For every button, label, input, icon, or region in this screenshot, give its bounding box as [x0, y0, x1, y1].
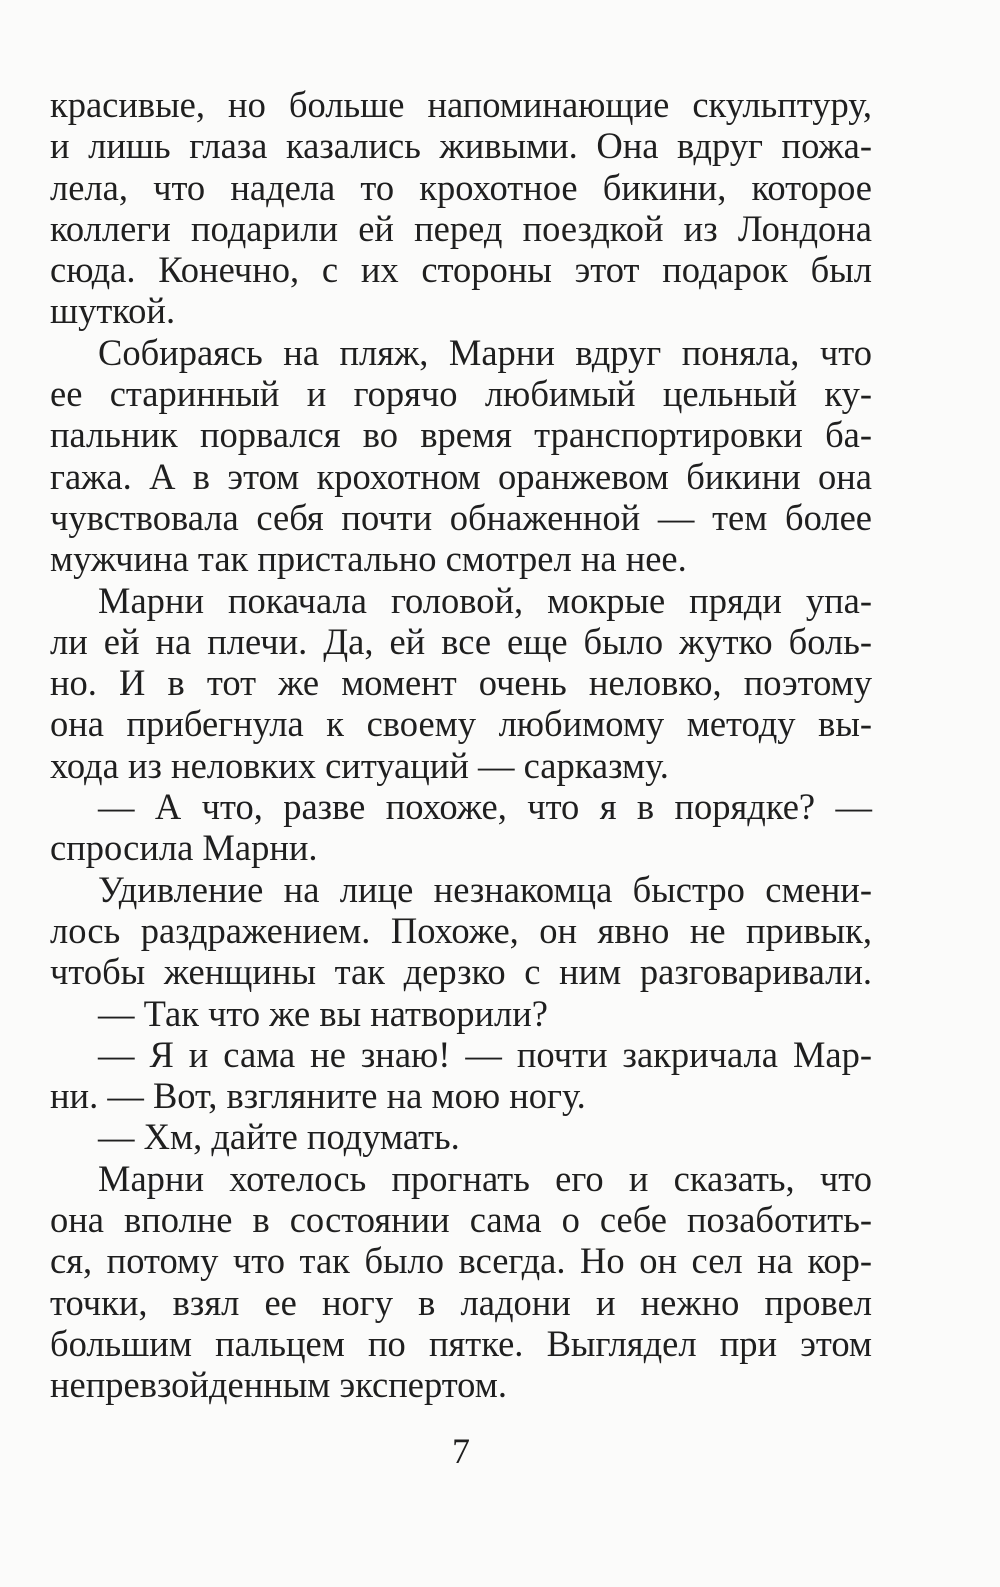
text-line: мужчина так пристально смотрел на нее. — [50, 538, 687, 580]
text-line: и лишь глаза казались живыми. Она вдруг пожа- — [50, 125, 872, 167]
text-line: ли ей на плечи. Да, ей все еще было жутко боль- — [50, 620, 872, 662]
paragraph — [50, 580, 872, 786]
paragraph — [50, 84, 872, 332]
text-line: — Я и сама не знаю! — почти закричала Мар- — [98, 1033, 872, 1075]
text-line: коллеги подарили ей перед поездкой из Лондона — [50, 207, 872, 249]
text-line: Марни покачала головой, мокрые пряди упа- — [98, 579, 872, 621]
text-line: сюда. Конечно, с их стороны этот подарок был — [50, 249, 872, 291]
paragraph — [50, 993, 872, 1034]
text-line: лела, что надела то крохотное бикини, которое — [50, 166, 872, 208]
text-line: красивые, но больше напоминающие скульптуру, — [50, 84, 872, 125]
text-line: она вполне в состоянии сама о себе позаботить- — [50, 1199, 872, 1241]
page-number: 7 — [452, 1431, 470, 1471]
text-line: пальник порвался во время транспортировки ба- — [50, 414, 872, 456]
paragraph — [50, 786, 872, 869]
paragraph — [50, 332, 872, 580]
paragraph — [50, 1116, 872, 1157]
text-line: чувствовала себя почти обнаженной — тем более — [50, 496, 872, 538]
text-line: — А что, разве похоже, что я в порядке? — — [98, 786, 872, 828]
text-line: непревзойденным экспертом. — [50, 1364, 507, 1406]
text-line: ни. — Вот, взгляните на мою ногу. — [50, 1075, 586, 1117]
text-line: спросила Марни. — [50, 827, 318, 869]
text-line: ся, потому что так было всегда. Но он сел на кор- — [50, 1240, 872, 1282]
paragraph — [50, 1158, 872, 1406]
text-line: но. И в тот же момент очень неловко, поэтому — [50, 662, 872, 704]
text-line: Удивление на лице незнакомца быстро смени- — [98, 868, 872, 910]
paragraph — [50, 1034, 872, 1117]
text-line: — Хм, дайте подумать. — [98, 1116, 460, 1158]
text-line: она прибегнула к своему любимому методу вы- — [50, 703, 872, 745]
text-line: гажа. А в этом крохотном оранжевом бикини она — [50, 455, 872, 497]
text-line: — Так что же вы натворили? — [98, 992, 548, 1034]
text-line: Марни хотелось прогнать его и сказать, что — [98, 1157, 872, 1199]
text-line: точки, взял ее ногу в ладони и нежно провел — [50, 1281, 872, 1323]
text-line: шуткой. — [50, 290, 176, 332]
text-line: ее старинный и горячо любимый цельный ку- — [50, 373, 872, 415]
text-line: чтобы женщины так дерзко с ним разговаривали. — [50, 951, 872, 993]
text-line: хода из неловких ситуаций — сарказму. — [50, 744, 669, 786]
text-line: большим пальцем по пятке. Выглядел при этом — [50, 1322, 872, 1364]
body-text — [50, 84, 872, 1406]
text-line: лось раздражением. Похоже, он явно не привык, — [50, 909, 872, 951]
paragraph — [50, 869, 872, 993]
text-line: Собираясь на пляж, Марни вдруг поняла, что — [98, 331, 872, 373]
